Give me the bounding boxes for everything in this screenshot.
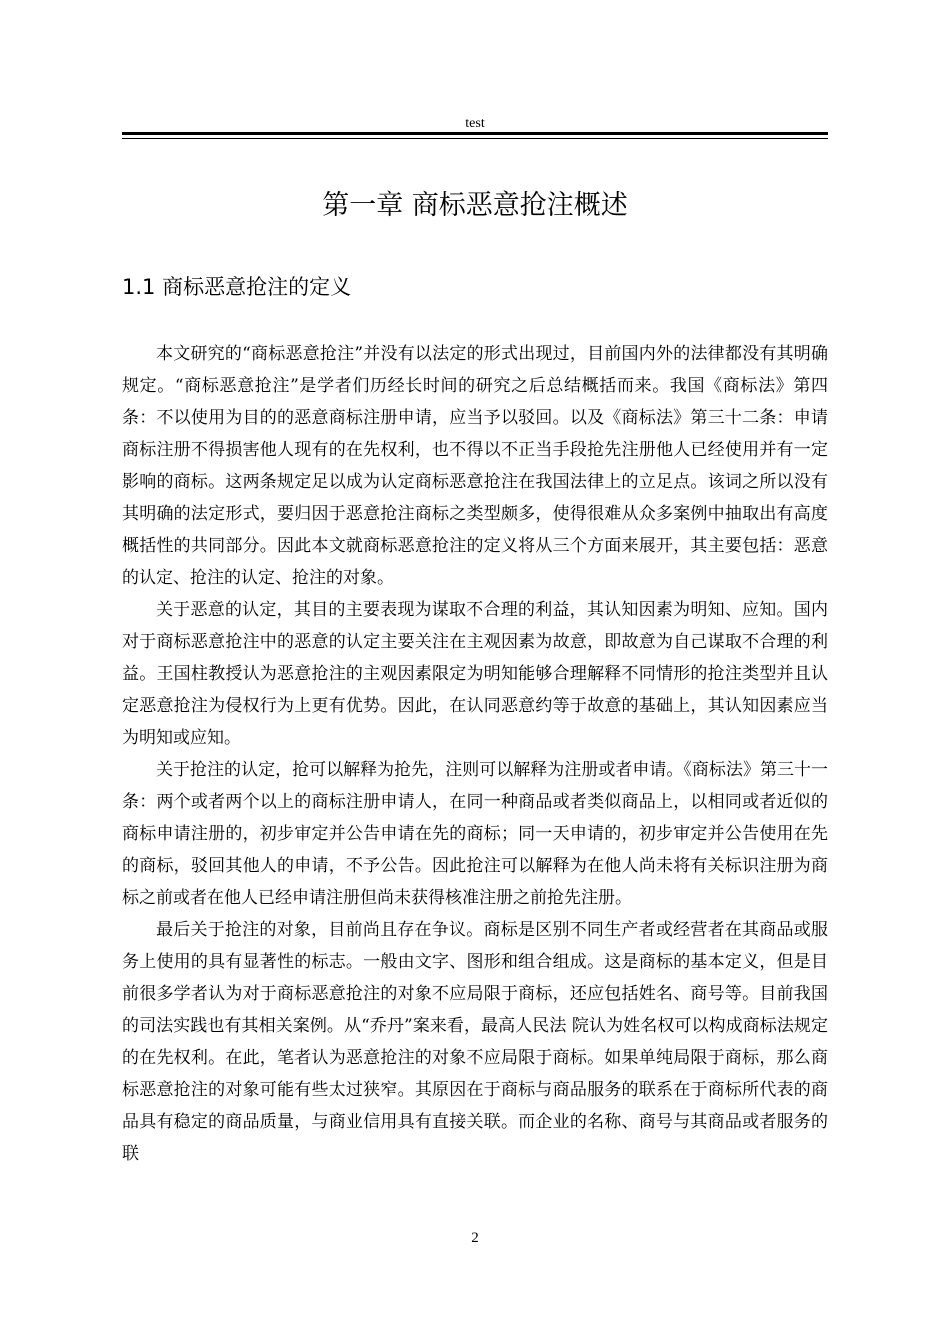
running-header: test [465,116,485,131]
chapter-title: 第一章 商标恶意抢注概述 [322,190,628,221]
body-text [122,338,828,1170]
section-title: 1.1 商标恶意抢注的定义 [122,275,352,299]
paragraph-malice: 关于恶意的认定，其目的主要表现为谋取不合理的利益，其认知因素为明知、应知。国内对于商标恶意抢注中的恶意的认定主要关注在主观因素为故意，即故意为自己谋取不合理的利益。王国柱教授认为恶意抢注的主观因素限定为明知能够合理解释不同情形的抢注类型并且认定恶意抢注为侵权行为上更有优势。因此，在认同恶意约等于故意的基础上，其认知因素应当为明知或应知。 [122,600,828,748]
header-rule [122,132,828,139]
paragraph-preemptive-registration: 关于抢注的认定，抢可以解释为抢先，注则可以解释为注册或者申请。《商标法》第三十一条：两个或者两个以上的商标注册申请人，在同一种商品或者类似商品上，以相同或者近似的商标申请注册的，初步审定并公告申请在先的商标；同一天申请的，初步审定并公告使用在先的商标，驳回其他人的申请，不予公告。因此抢注可以解释为在他人尚未将有关标识注册为商标之前或者在他人已经申请注册但尚未获得核准注册之前抢先注册。 [122,760,828,908]
paragraph-definition: 本文研究的“商标恶意抢注”并没有以法定的形式出现过，目前国内外的法律都没有其明确规定。“商标恶意抢注”是学者们历经长时间的研究之后总结概括而来。我国《商标法》第四条：不以使用为目的的恶意商标注册申请，应当予以驳回。以及《商标法》第三十二条：申请商标注册不得损害他人现有的在先权利，也不得以不正当手段抢先注册他人已经使用并有一定影响的商标。这两条规定足以成为认定商标恶意抢注在我国法律上的立足点。该词之所以没有其明确的法定形式，要归因于恶意抢注商标之类型颇多，使得很难从众多案例中抽取出有高度概括性的共同部分。因此本文就商标恶意抢注的定义将从三个方面来展开，其主要包括：恶意的认定、抢注的认定、抢注的对象。 [122,344,828,588]
page-number: 2 [471,1230,479,1246]
paragraph-object: 最后关于抢注的对象，目前尚且存在争议。商标是区别不同生产者或经营者在其商品或服务上使用的具有显著性的标志。一般由文字、图形和组合组成。这是商标的基本定义，但是目前很多学者认为对于商标恶意抢注的对象不应局限于商标，还应包括姓名、商号等。目前我国的司法实践也有其相关案例。从“乔丹”案来看，最高人民法 院认为姓名权可以构成商标法规定的在先权利。在此，笔者认为恶意抢注的对象不应局限于商标。如果单纯局限于商标，那么商标恶意抢注的对象可能有些太过狭窄。其原因在于商标与商品服务的联系在于商标所代表的商品具有稳定的商品质量，与商业信用具有直接关联。而企业的名称、商号与其商品或者服务的联 [122,920,828,1164]
